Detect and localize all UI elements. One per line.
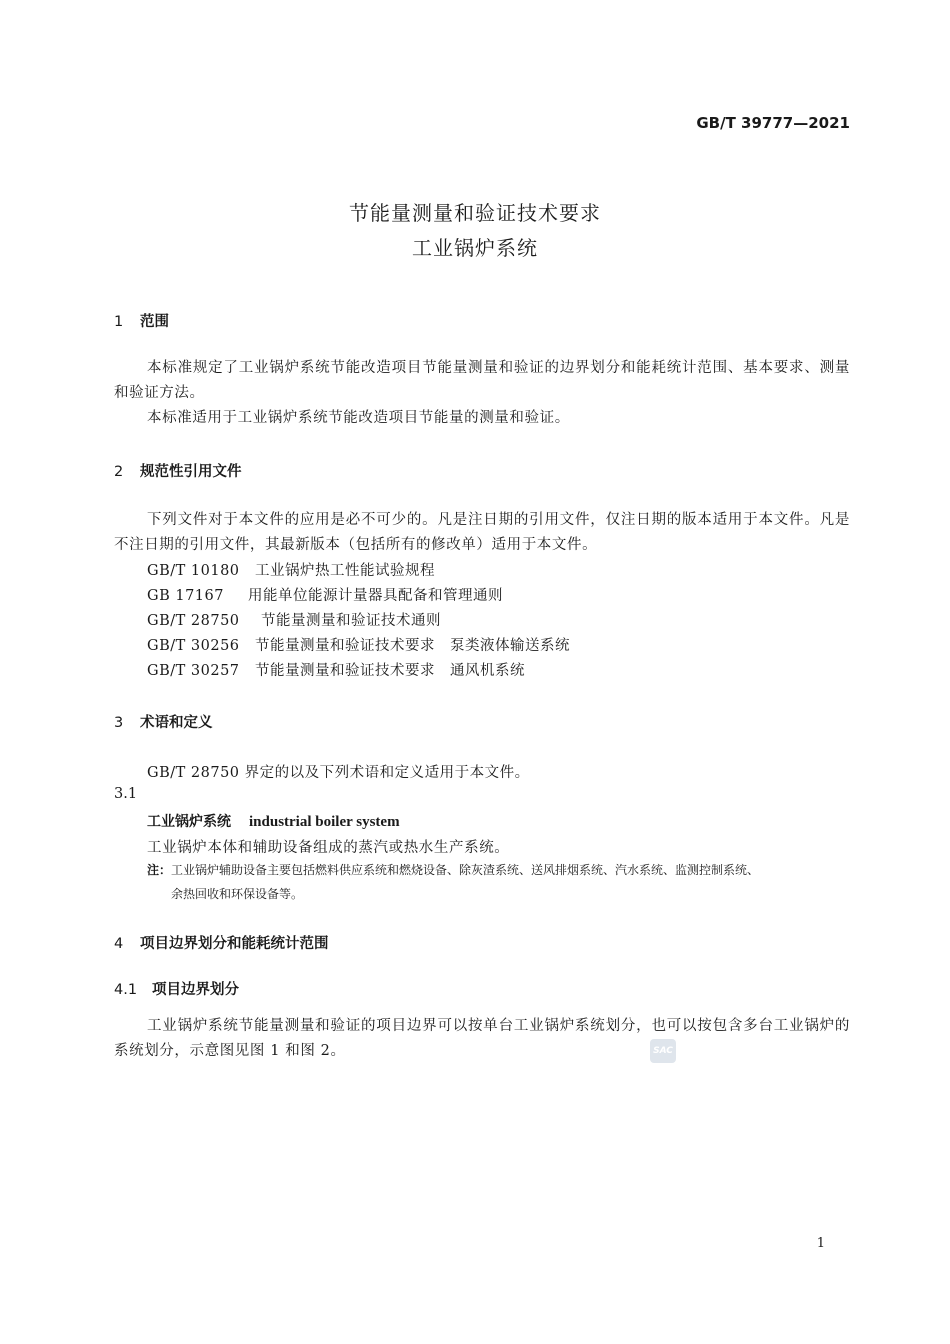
reference-code: GB/T 30256 (147, 638, 240, 654)
section-1-paragraph-1: 本标准规定了工业锅炉系统节能改造项目节能量测量和验证的边界划分和能耗统计范围、基本要求、测量和验证方法。 (114, 360, 850, 401)
note-label: 注： (147, 863, 172, 877)
section-number: 4 (114, 936, 124, 952)
section-3-intro: GB/T 28750 界定的以及下列术语和定义适用于本文件。 (147, 765, 530, 781)
subsection-title: 项目边界划分 (152, 982, 239, 998)
reference-item (147, 609, 441, 630)
note-line-1: 工业锅炉辅助设备主要包括燃料供应系统和燃烧设备、除灰渣系统、送风排烟系统、汽水系统、监测控制系统、 (171, 863, 760, 877)
section-2-heading (114, 460, 242, 481)
section-3-heading (114, 711, 213, 732)
reference-code: GB/T 30257 (147, 663, 240, 679)
term-heading (147, 811, 400, 831)
document-title-line1: 节能量测量和验证技术要求 (349, 201, 601, 225)
reference-title: 工业锅炉热工性能试验规程 (255, 563, 435, 579)
section-number: 2 (114, 464, 124, 480)
standard-code: GB/T 39777—2021 (696, 114, 850, 132)
reference-item (147, 634, 570, 655)
section-number: 1 (114, 314, 124, 330)
page-number: 1 (816, 1236, 825, 1251)
term-definition: 工业锅炉本体和辅助设备组成的蒸汽或热水生产系统。 (147, 840, 510, 856)
reference-title: 节能量测量和验证技术通则 (261, 613, 441, 629)
subsection-4-1-paragraph: 工业锅炉系统节能量测量和验证的项目边界可以按单台工业锅炉系统划分，也可以按包含多台工业锅炉的系统划分，示意图见图 1 和图 2。 (114, 1018, 850, 1059)
subsection-4-1-heading (114, 978, 239, 999)
reference-item (147, 659, 525, 680)
term-en: industrial boiler system (249, 814, 400, 830)
section-title: 规范性引用文件 (140, 464, 242, 480)
section-title: 术语和定义 (140, 715, 213, 731)
section-4-heading (114, 932, 329, 953)
term-note (147, 858, 852, 906)
sac-watermark-logo: SAC (650, 1039, 676, 1063)
reference-title: 节能量测量和验证技术要求 通风机系统 (255, 663, 525, 679)
reference-title: 节能量测量和验证技术要求 泵类液体输送系统 (255, 638, 570, 654)
reference-code: GB 17167 (147, 588, 224, 604)
section-1-heading (114, 310, 169, 331)
section-1-paragraph-2: 本标准适用于工业锅炉系统节能改造项目节能量的测量和验证。 (147, 410, 570, 426)
reference-code: GB/T 28750 (147, 613, 240, 629)
reference-code: GB/T 10180 (147, 563, 240, 579)
reference-item (147, 584, 503, 605)
document-title-line2: 工业锅炉系统 (412, 236, 538, 260)
section-title: 范围 (140, 314, 169, 330)
section-2-intro: 下列文件对于本文件的应用是必不可少的。凡是注日期的引用文件，仅注日期的版本适用于本文件。凡是不注日期的引用文件，其最新版本（包括所有的修改单）适用于本文件。 (114, 512, 850, 553)
term-number: 3.1 (114, 786, 138, 802)
note-line-2: 余热回收和环保设备等。 (171, 887, 304, 901)
section-number: 3 (114, 715, 124, 731)
term-zh: 工业锅炉系统 (147, 814, 231, 830)
section-title: 项目边界划分和能耗统计范围 (140, 936, 329, 952)
reference-title: 用能单位能源计量器具配备和管理通则 (248, 588, 503, 604)
subsection-number: 4.1 (114, 982, 138, 998)
reference-item (147, 559, 435, 580)
